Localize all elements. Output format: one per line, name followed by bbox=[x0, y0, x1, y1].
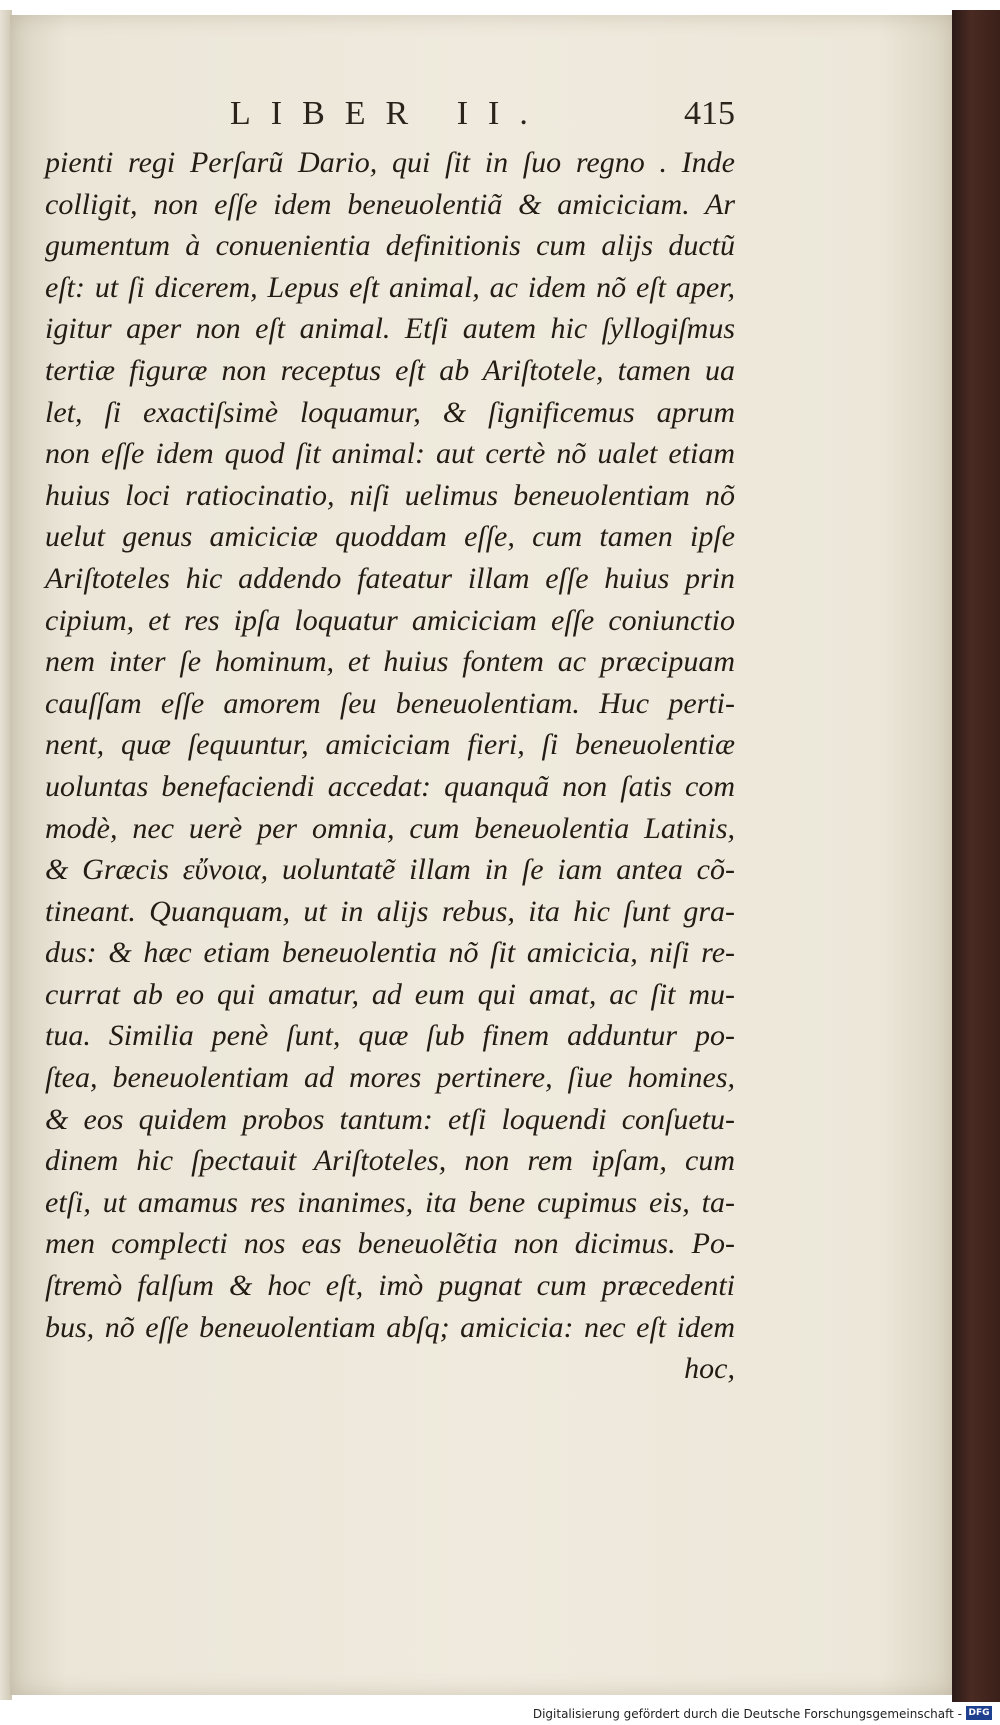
text-line: ſtea, beneuolentiam ad mores pertinere, ſiue homines, bbox=[45, 1061, 735, 1095]
text-line: eſt: ut ſi dicerem, Lepus eſt animal, ac idem nõ eſt aper, bbox=[45, 270, 735, 304]
text-line: bus, nõ eſſe beneuolentiam abſq; amicicia: nec eſt idem bbox=[45, 1310, 735, 1344]
text-block bbox=[45, 142, 735, 1390]
dfg-logo: DFG bbox=[966, 1706, 992, 1720]
text-line: & eos quidem probos tantum: etſi loquendi conſuetu- bbox=[45, 1102, 735, 1136]
text-line: huius loci ratiocinatio, niſi uelimus beneuolentiam nõ bbox=[45, 478, 735, 512]
text-line: nent, quæ ſequuntur, amiciciam fieri, ſi beneuolentiæ bbox=[45, 728, 735, 762]
book-cover-edge bbox=[952, 10, 1000, 1702]
text-line: tertiæ figuræ non receptus eſt ab Ariſtotele, tamen ua bbox=[45, 353, 735, 387]
text-line: Ariſtoteles hic addendo fateatur illam eſſe huius prin bbox=[45, 561, 735, 595]
text-line: etſi, ut amamus res inanimes, ita bene cupimus eis, ta- bbox=[45, 1185, 735, 1219]
text-line: men complecti nos eas beneuolẽtia non dicimus. Po- bbox=[45, 1227, 735, 1261]
text-line: uoluntas benefaciendi accedat: quanquã non ſatis com bbox=[45, 769, 735, 803]
text-line: tua. Similia penè ſunt, quæ ſub finem adduntur po- bbox=[45, 1019, 735, 1053]
text-line: modè, nec uerè per omnia, cum beneuolentia Latinis, bbox=[45, 811, 735, 845]
text-line: tineant. Quanquam, ut in alijs rebus, ita hic ſunt gra- bbox=[45, 894, 735, 928]
text-line: cauſſam eſſe amorem ſeu beneuolentiam. Huc perti- bbox=[45, 686, 735, 720]
text-line: igitur aper non eſt animal. Etſi autem hic ſyllogiſmus bbox=[45, 312, 735, 346]
text-line: hoc, bbox=[684, 1352, 735, 1386]
funding-credit: Digitalisierung gefördert durch die Deutsche Forschungsgemeinschaft - bbox=[532, 1707, 962, 1721]
text-line: currat ab eo qui amatur, ad eum qui amat, ac ſit mu- bbox=[45, 977, 735, 1011]
running-header: LIBER II. bbox=[230, 95, 548, 132]
text-line: dus: & hæc etiam beneuolentia nõ ſit amicicia, niſi re- bbox=[45, 936, 735, 970]
text-line: & Græcis εὔνοια, uoluntatẽ illam in ſe iam antea cõ- bbox=[45, 853, 735, 887]
text-line: gumentum à conuenientia definitionis cum alijs ductũ bbox=[45, 229, 735, 263]
text-line: cipium, et res ipſa loquatur amiciciam eſſe coniunctio bbox=[45, 603, 735, 637]
page-number: 415 bbox=[684, 95, 735, 132]
text-line: non eſſe idem quod ſit animal: aut certè nõ ualet etiam bbox=[45, 437, 735, 471]
text-line: ſtremò falſum & hoc eſt, imò pugnat cum præcedenti bbox=[45, 1269, 735, 1303]
text-line: uelut genus amiciciæ quoddam eſſe, cum tamen ipſe bbox=[45, 520, 735, 554]
text-line: let, ſi exactiſsimè loquamur, & ſignificemus aprum bbox=[45, 395, 735, 429]
text-line: pienti regi Perſarũ Dario, qui ſit in ſuo regno . Inde bbox=[45, 146, 735, 179]
text-line: nem inter ſe hominum, et huius fontem ac præcipuam bbox=[45, 645, 735, 679]
text-line: dinem hic ſpectauit Ariſtoteles, non rem ipſam, cum bbox=[45, 1144, 735, 1178]
text-line: colligit, non eſſe idem beneuolentiã & amiciciam. Ar bbox=[45, 187, 735, 221]
